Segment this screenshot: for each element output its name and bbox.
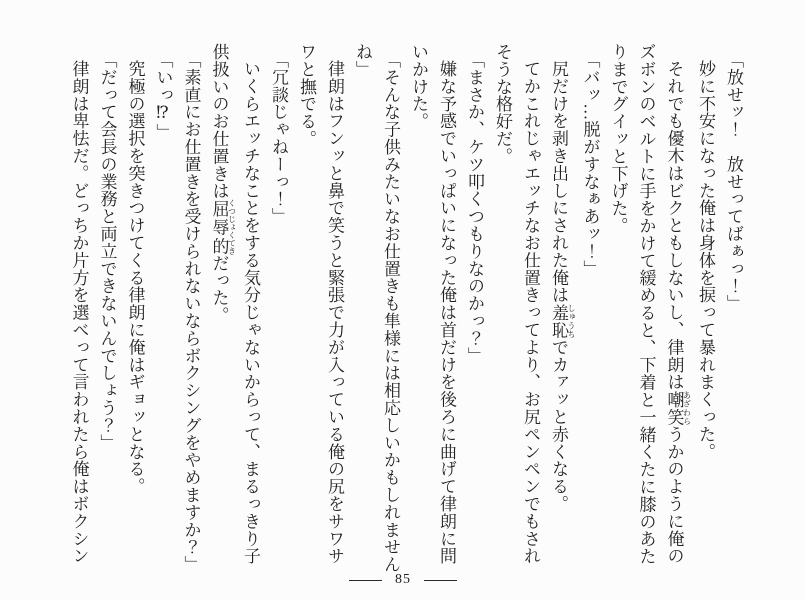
text-line: 「だって会長の業務と両立できないんでしょう？」 <box>97 51 117 452</box>
text-line: いかけた。 <box>409 43 428 130</box>
text-line: ワと撫でる。 <box>297 43 316 148</box>
text-line: 妙に不安になった俺は身体を捩って暴れまくった。 <box>696 60 715 461</box>
text-line: てかこれじゃエッチなお仕置きってより、お尻ペンペンでもされ <box>521 60 540 565</box>
page-number: 85 <box>395 572 411 587</box>
text-line: 律朗は卑怯だ。どっちか片方を選べって言われたら俺はボクシン <box>69 60 89 565</box>
text-line: 「バッ…脱がすなぁあッ！」 <box>580 51 600 278</box>
text-line: りまでグイッと下げた。 <box>608 43 628 235</box>
text-line: ね」 <box>353 43 372 78</box>
furigana: 屈辱的 くつじょくてき <box>209 198 237 255</box>
page-footer <box>0 570 806 590</box>
text-line: 「素直にお仕置きを受けられないならボクシングをやめますか？」 <box>181 51 201 573</box>
text-line: 「冗談じゃねーっ！」 <box>269 51 288 225</box>
text-line: 供扱いのお仕置きは屈辱的 くつじょくてきだった。 <box>209 43 237 324</box>
text-line: いくらエッチなことをする気分じゃないからって、まるっきり子 <box>241 60 260 565</box>
text-line: 「放せッ！ 放せってばぁっ！」 <box>724 51 743 312</box>
footer-rule-left <box>349 580 382 581</box>
text-line: ズボンのベルトに手をかけて緩めると、下着と一緒くたに膝のあた <box>636 43 656 565</box>
text-line: それでも優木はビクともしないし、律朗は嘲笑 あざわらうかのように俺の <box>664 60 692 565</box>
furigana: 羞恥 しゅうち <box>549 303 576 339</box>
text-line: 律朗はフンッと鼻で笑うと緊張で力が入っている俺の尻をサワサ <box>325 60 344 565</box>
text-line: 「まさか、ケツ叩くつもりなのかっ？」 <box>465 51 484 365</box>
text-line: 嫌な予感でいっぱいになった俺は首だけを後ろに曲げて律朗に問 <box>437 60 456 565</box>
text-line: そうな格好だ。 <box>493 43 512 165</box>
text-line: 究極の選択を突きつけてくる律朗に俺はギョッとなる。 <box>125 60 145 495</box>
footer-rule-right <box>424 580 457 581</box>
text-line: 「そんな子供みたいなお仕置きも隼様には相応しいかもしれません <box>381 51 400 573</box>
text-line: 「いっ⁉」 <box>153 51 173 141</box>
vertical-text-block <box>71 43 747 583</box>
furigana: 嘲笑 あざわら <box>664 390 692 426</box>
text-line: 尻だけを剥き出しにされた俺は羞恥 しゅうちでカァッと赤くなる。 <box>549 60 576 513</box>
